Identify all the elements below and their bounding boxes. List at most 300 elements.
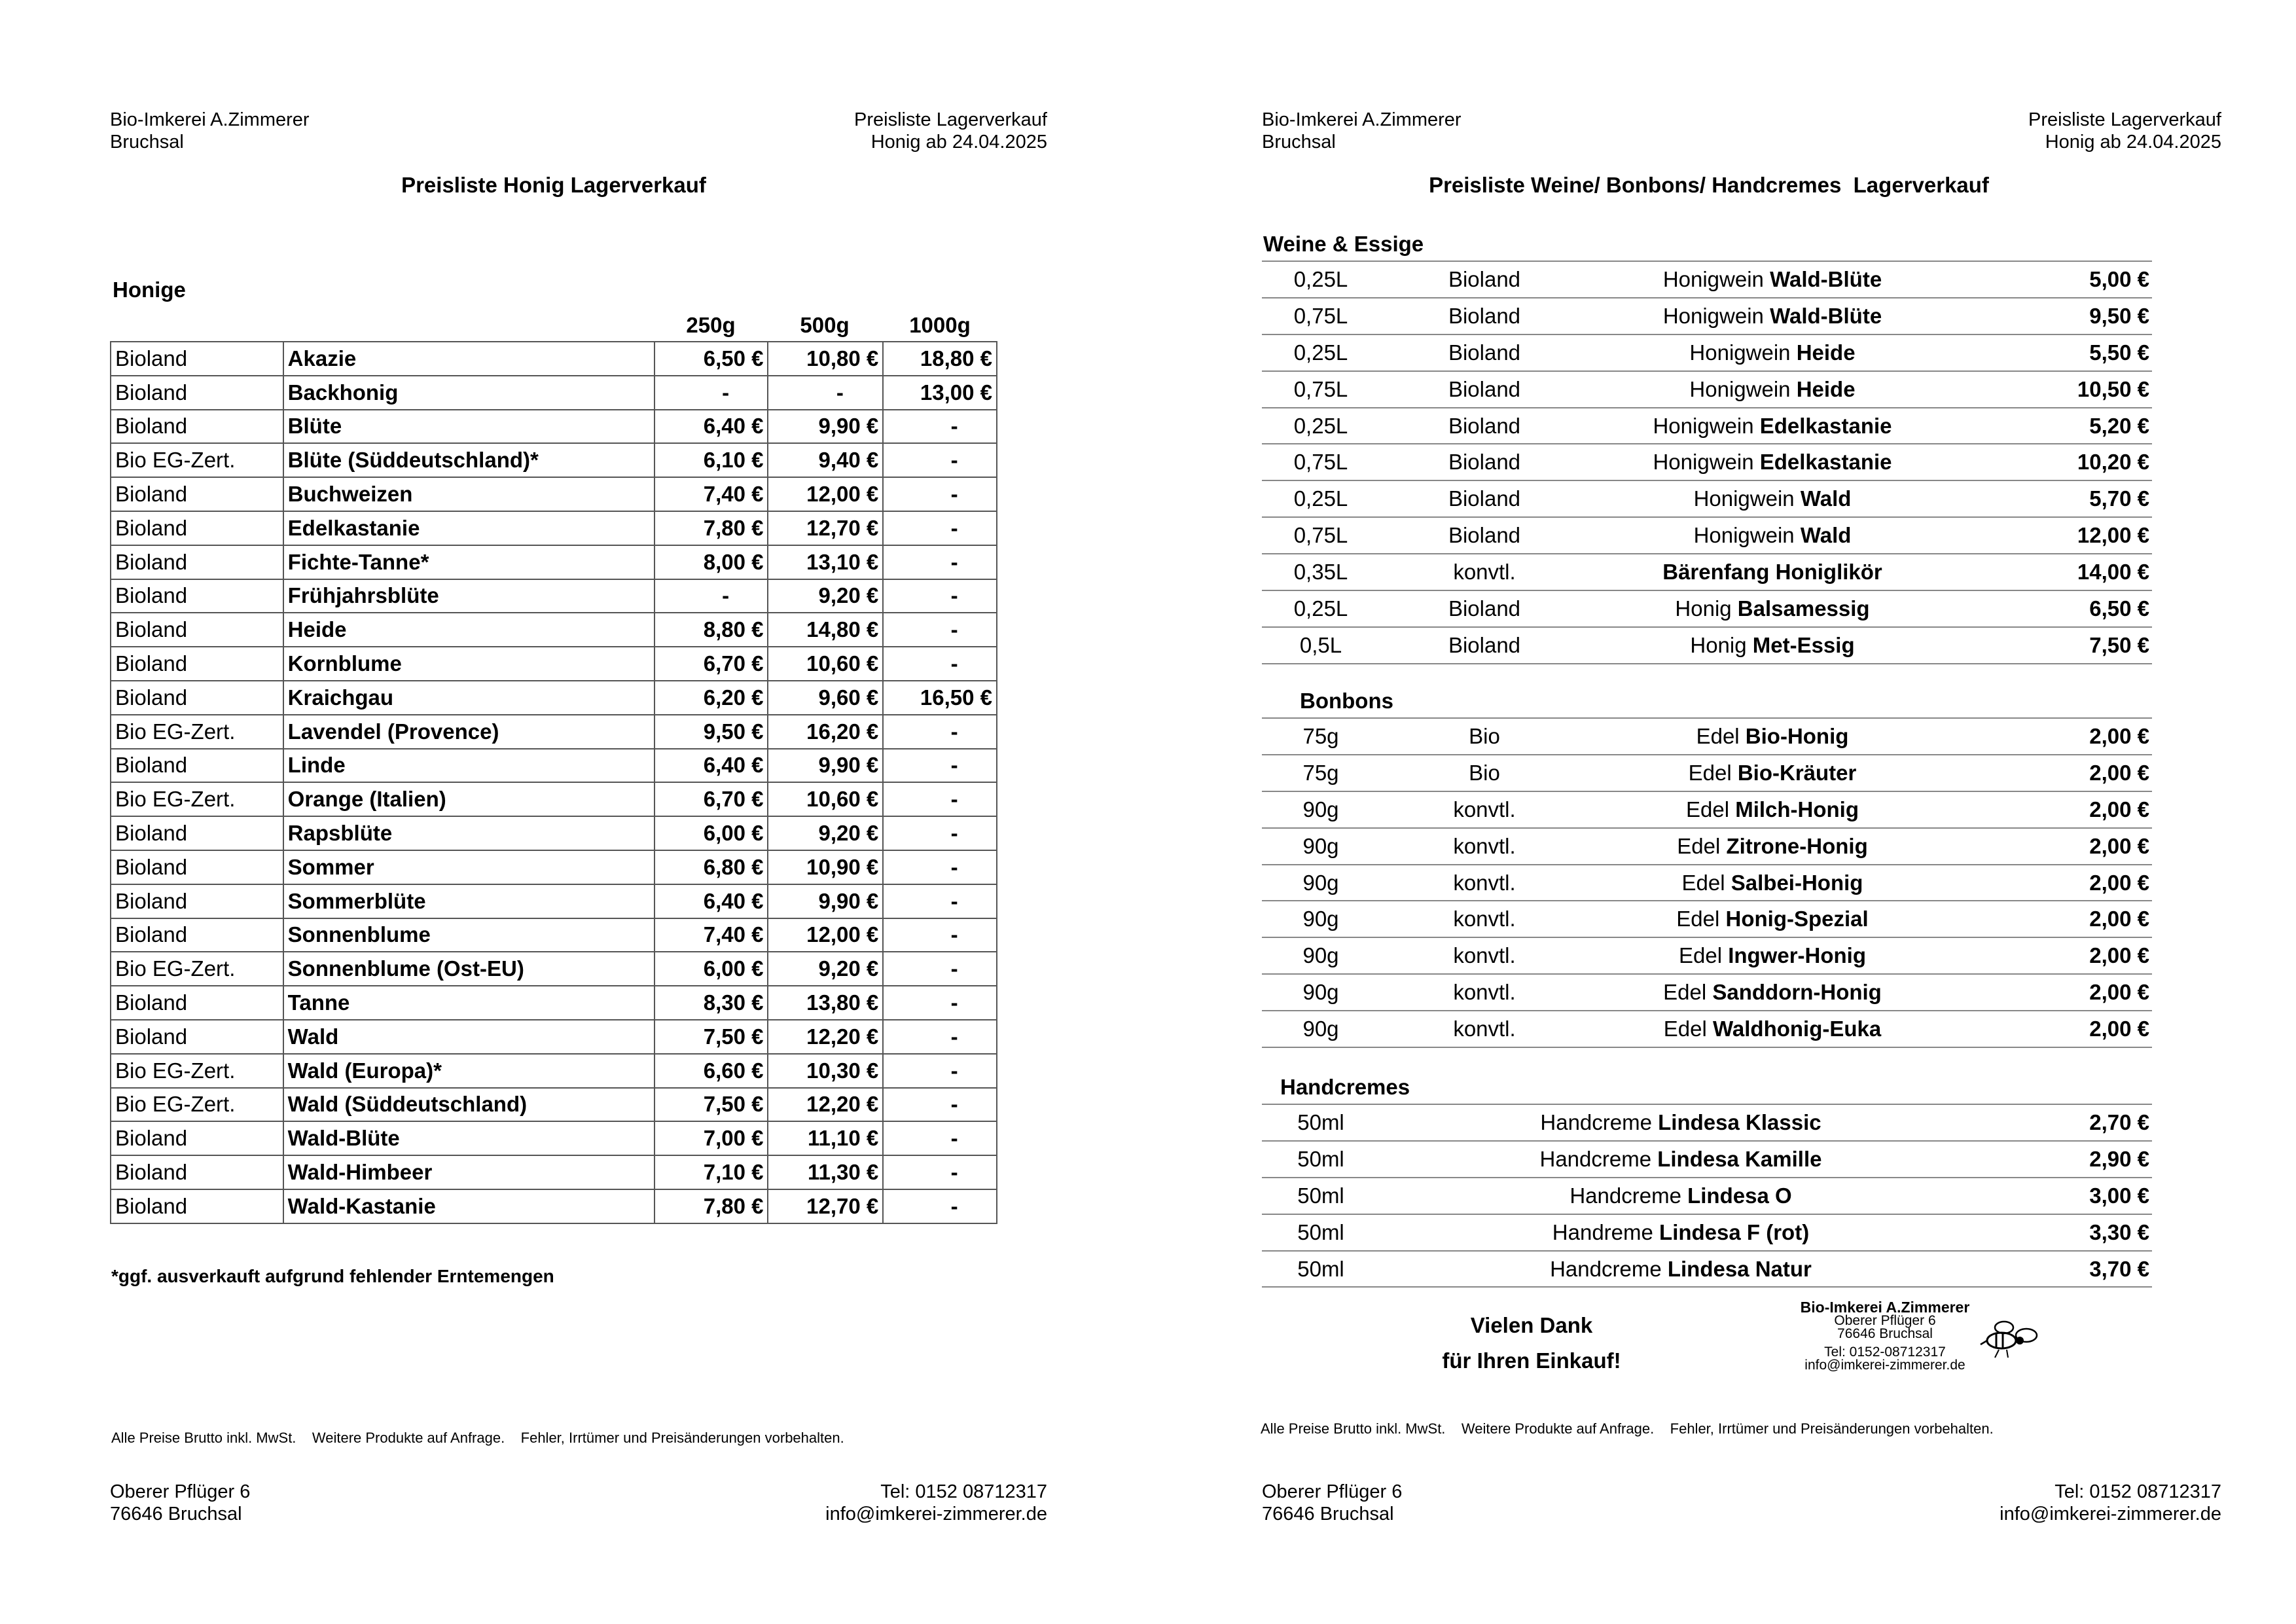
price-label: 2,00 € xyxy=(2089,907,2149,931)
table-row xyxy=(111,850,997,884)
product-variant: Milch-Honig xyxy=(1735,797,1859,821)
product-name xyxy=(1576,450,1969,475)
price-label: 12,00 € xyxy=(2077,523,2149,548)
table-row xyxy=(111,1054,997,1088)
list-name: Preisliste Lagerverkauf xyxy=(2028,109,2221,130)
table-row xyxy=(111,884,997,918)
price-500g-cell: 16,20 € xyxy=(768,715,883,749)
certification-label: Bioland xyxy=(1448,632,1521,657)
price-250g-cell: 6,20 € xyxy=(655,681,768,715)
size-label: 0,75L xyxy=(1293,450,1348,475)
product-cell: Sommerblüte xyxy=(283,884,655,918)
product-prefix: Honigwein xyxy=(1693,486,1801,511)
quality-cell: Bioland xyxy=(111,477,283,511)
table-row xyxy=(111,1121,997,1155)
price-label: 2,00 € xyxy=(2089,943,2149,968)
table-row xyxy=(111,952,997,986)
quality-cell: Bioland xyxy=(111,986,283,1020)
handcreme-price-list xyxy=(1262,1105,2152,1288)
product-cell: Akazie xyxy=(283,342,655,376)
product-prefix: Honigwein xyxy=(1693,523,1801,548)
product-prefix: Edel xyxy=(1663,980,1713,1005)
company-logo xyxy=(1767,1299,2042,1384)
product-prefix: Honig xyxy=(1675,596,1738,621)
product-name xyxy=(1576,834,1969,859)
product-name xyxy=(1576,633,1969,658)
company-name: Bio-Imkerei A.Zimmerer xyxy=(110,109,310,130)
table-row xyxy=(111,1020,997,1054)
product-cell: Linde xyxy=(283,749,655,783)
product-variant: Salbei-Honig xyxy=(1731,870,1863,895)
product-variant: Lindesa Kamille xyxy=(1657,1146,1822,1171)
product-name xyxy=(1576,724,1969,749)
honey-price-table xyxy=(110,341,997,1224)
table-row xyxy=(111,681,997,715)
size-label: 0,25L xyxy=(1293,486,1348,511)
price-1000g-cell: 18,80 € xyxy=(883,342,997,376)
certification-label: konvtl. xyxy=(1453,907,1516,931)
price-250g-cell: 7,00 € xyxy=(655,1121,768,1155)
logo-address xyxy=(1767,1314,2003,1341)
price-250g-cell: 6,00 € xyxy=(655,952,768,986)
size-label: 50ml xyxy=(1297,1219,1344,1244)
size-label: 75g xyxy=(1302,760,1339,785)
price-250g-cell: 8,80 € xyxy=(655,613,768,647)
table-row xyxy=(111,511,997,545)
price-1000g-cell: - xyxy=(883,1020,997,1054)
table-row xyxy=(111,579,997,613)
price-250g-cell: 8,00 € xyxy=(655,545,768,579)
product-prefix: Honigwein xyxy=(1662,303,1770,328)
product-prefix: Edel xyxy=(1678,943,1729,968)
list-item xyxy=(1262,829,2152,865)
table-row xyxy=(111,613,997,647)
table-row xyxy=(111,715,997,749)
quality-cell: Bioland xyxy=(111,545,283,579)
product-cell: Fichte-Tanne* xyxy=(283,545,655,579)
price-250g-cell: 6,70 € xyxy=(655,782,768,816)
price-250g-cell: 7,40 € xyxy=(655,477,768,511)
price-250g-cell: 6,70 € xyxy=(655,647,768,681)
size-label: 75g xyxy=(1302,724,1339,748)
certification-label: Bio xyxy=(1469,760,1500,785)
quality-cell: Bioland xyxy=(111,1121,283,1155)
product-prefix: Handcreme xyxy=(1540,1110,1659,1134)
size-label: 90g xyxy=(1302,980,1339,1005)
footer-contact xyxy=(825,1481,1047,1525)
price-500g-cell: 9,40 € xyxy=(768,443,883,477)
product-cell: Buchweizen xyxy=(283,477,655,511)
price-500g-cell: 12,20 € xyxy=(768,1020,883,1054)
product-variant: Edelkastanie xyxy=(1759,413,1892,438)
page-title: Preisliste Weine/ Bonbons/ Handcremes Lagerverkauf xyxy=(1429,173,1989,197)
product-name xyxy=(1576,560,1969,585)
product-cell: Blüte xyxy=(283,410,655,444)
bonbon-price-list xyxy=(1262,719,2152,1048)
price-1000g-cell: - xyxy=(883,1121,997,1155)
price-label: 3,00 € xyxy=(2089,1183,2149,1208)
price-1000g-cell: - xyxy=(883,1054,997,1088)
price-1000g-cell: - xyxy=(883,782,997,816)
price-250g-cell: 6,50 € xyxy=(655,342,768,376)
price-1000g-cell: - xyxy=(883,1189,997,1223)
certification-label: Bioland xyxy=(1448,376,1521,401)
product-name xyxy=(1576,304,1969,329)
list-item xyxy=(1262,755,2152,792)
product-prefix: Honigwein xyxy=(1689,376,1797,401)
product-name xyxy=(1393,1220,1969,1245)
price-1000g-cell: - xyxy=(883,1088,997,1122)
product-variant: Lindesa Klassic xyxy=(1658,1110,1821,1134)
thank-you-line-1: Vielen Dank xyxy=(1470,1313,1593,1337)
quality-cell: Bioland xyxy=(111,816,283,850)
footer-city: 76646 Bruchsal xyxy=(110,1504,242,1525)
footer-phone: Tel: 0152 08712317 xyxy=(2054,1481,2221,1502)
price-250g-cell: 6,40 € xyxy=(655,749,768,783)
quality-cell: Bio EG-Zert. xyxy=(111,715,283,749)
list-item xyxy=(1262,444,2152,481)
price-label: 10,50 € xyxy=(2077,376,2149,401)
price-1000g-cell: - xyxy=(883,918,997,952)
product-variant: Edelkastanie xyxy=(1759,450,1892,475)
product-name xyxy=(1576,267,1969,292)
product-prefix: Handcreme xyxy=(1550,1256,1668,1281)
price-1000g-cell: - xyxy=(883,749,997,783)
price-500g-cell: 9,20 € xyxy=(768,579,883,613)
price-1000g-cell: - xyxy=(883,511,997,545)
product-variant: Bio-Honig xyxy=(1745,724,1849,748)
price-1000g-cell: - xyxy=(883,816,997,850)
list-item xyxy=(1262,262,2152,298)
product-cell: Edelkastanie xyxy=(283,511,655,545)
table-row xyxy=(111,816,997,850)
price-250g-cell: 7,40 € xyxy=(655,918,768,952)
list-item xyxy=(1262,628,2152,664)
product-prefix: Honigwein xyxy=(1689,340,1797,365)
size-label: 50ml xyxy=(1297,1256,1344,1281)
column-header-1000g: 1000g xyxy=(909,313,971,337)
price-500g-cell: 12,70 € xyxy=(768,1189,883,1223)
size-label: 0,25L xyxy=(1293,413,1348,438)
product-cell: Wald (Süddeutschland) xyxy=(283,1088,655,1122)
product-prefix: Edel xyxy=(1685,797,1736,821)
product-prefix: Edel xyxy=(1677,833,1727,858)
quality-cell: Bioland xyxy=(111,681,283,715)
product-prefix: Edel xyxy=(1688,760,1738,785)
price-250g-cell: 6,10 € xyxy=(655,443,768,477)
list-item xyxy=(1262,1105,2152,1142)
price-500g-cell: - xyxy=(768,376,883,410)
price-250g-cell: 7,50 € xyxy=(655,1020,768,1054)
product-cell: Wald (Europa)* xyxy=(283,1054,655,1088)
product-name xyxy=(1393,1110,1969,1135)
price-1000g-cell: - xyxy=(883,410,997,444)
product-name xyxy=(1393,1257,1969,1282)
certification-label: Bioland xyxy=(1448,340,1521,365)
product-name xyxy=(1393,1183,1969,1208)
table-row xyxy=(111,918,997,952)
certification-label: Bioland xyxy=(1448,303,1521,328)
product-cell: Wald xyxy=(283,1020,655,1054)
logo-city: 76646 Bruchsal xyxy=(1837,1326,1933,1341)
quality-cell: Bioland xyxy=(111,511,283,545)
certification-label: konvtl. xyxy=(1453,980,1516,1005)
section-title-honige: Honige xyxy=(113,278,186,302)
product-prefix: Honigwein xyxy=(1653,413,1760,438)
price-label: 3,30 € xyxy=(2089,1219,2149,1244)
price-500g-cell: 10,60 € xyxy=(768,647,883,681)
product-cell: Wald-Blüte xyxy=(283,1121,655,1155)
product-cell: Sonnenblume xyxy=(283,918,655,952)
product-cell: Wald-Himbeer xyxy=(283,1155,655,1189)
price-label: 6,50 € xyxy=(2089,596,2149,621)
size-label: 0,75L xyxy=(1293,303,1348,328)
size-label: 50ml xyxy=(1297,1110,1344,1134)
column-header-250g: 250g xyxy=(686,313,736,337)
product-name xyxy=(1576,596,1969,621)
product-name xyxy=(1576,761,1969,785)
quality-cell: Bioland xyxy=(111,342,283,376)
price-1000g-cell: 13,00 € xyxy=(883,376,997,410)
price-500g-cell: 11,30 € xyxy=(768,1155,883,1189)
product-variant: Wald xyxy=(1800,486,1852,511)
quality-cell: Bioland xyxy=(111,918,283,952)
quality-cell: Bioland xyxy=(111,579,283,613)
logo-company-name: Bio-Imkerei A.Zimmerer xyxy=(1800,1299,1970,1316)
disclaimer: Alle Preise Brutto inkl. MwSt. Weitere Produkte auf Anfrage. Fehler, Irrtümer und Preisänderungen vorbehalten. xyxy=(1261,1420,1994,1437)
footnote: *ggf. ausverkauft aufgrund fehlender Erntemengen xyxy=(111,1266,554,1286)
footer-address xyxy=(110,1481,250,1525)
table-row xyxy=(111,342,997,376)
price-500g-cell: 11,10 € xyxy=(768,1121,883,1155)
certification-label: Bioland xyxy=(1448,267,1521,291)
price-label: 7,50 € xyxy=(2089,632,2149,657)
price-500g-cell: 9,60 € xyxy=(768,681,883,715)
table-row xyxy=(111,1189,997,1223)
price-1000g-cell: - xyxy=(883,647,997,681)
quality-cell: Bioland xyxy=(111,749,283,783)
logo-phone: Tel: 0152-08712317 xyxy=(1824,1344,1946,1360)
price-1000g-cell: - xyxy=(883,1155,997,1189)
size-label: 90g xyxy=(1302,870,1339,895)
product-cell: Wald-Kastanie xyxy=(283,1189,655,1223)
product-cell: Lavendel (Provence) xyxy=(283,715,655,749)
quality-cell: Bio EG-Zert. xyxy=(111,952,283,986)
price-label: 3,70 € xyxy=(2089,1256,2149,1281)
list-item xyxy=(1262,1215,2152,1252)
table-row xyxy=(111,545,997,579)
price-250g-cell: 7,50 € xyxy=(655,1088,768,1122)
product-cell: Kraichgau xyxy=(283,681,655,715)
list-item xyxy=(1262,1252,2152,1288)
size-label: 0,5L xyxy=(1299,632,1342,657)
footer-email: info@imkerei-zimmerer.de xyxy=(2000,1504,2221,1525)
price-label: 2,00 € xyxy=(2089,870,2149,895)
product-cell: Blüte (Süddeutschland)* xyxy=(283,443,655,477)
product-name xyxy=(1576,797,1969,822)
footer-phone: Tel: 0152 08712317 xyxy=(880,1481,1047,1502)
table-row xyxy=(111,782,997,816)
product-cell: Rapsblüte xyxy=(283,816,655,850)
section-title-handcremes: Handcremes xyxy=(1280,1075,1410,1099)
product-prefix: Edel xyxy=(1676,907,1726,931)
product-prefix: Edel xyxy=(1696,724,1746,748)
size-label: 0,25L xyxy=(1293,596,1348,621)
product-name xyxy=(1576,1017,1969,1041)
size-label: 90g xyxy=(1302,943,1339,968)
product-name xyxy=(1576,340,1969,365)
certification-label: konvtl. xyxy=(1453,560,1516,585)
price-500g-cell: 10,60 € xyxy=(768,782,883,816)
certification-label: Bioland xyxy=(1448,486,1521,511)
price-label: 2,70 € xyxy=(2089,1110,2149,1134)
certification-label: konvtl. xyxy=(1453,1017,1516,1041)
table-row xyxy=(111,749,997,783)
list-item xyxy=(1262,865,2152,902)
price-500g-cell: 10,30 € xyxy=(768,1054,883,1088)
product-variant: Met-Essig xyxy=(1752,632,1855,657)
price-250g-cell: 6,80 € xyxy=(655,850,768,884)
quality-cell: Bioland xyxy=(111,376,283,410)
price-500g-cell: 12,70 € xyxy=(768,511,883,545)
size-label: 50ml xyxy=(1297,1183,1344,1208)
header-list-info xyxy=(2028,109,2221,153)
price-label: 5,50 € xyxy=(2089,340,2149,365)
list-item xyxy=(1262,975,2152,1011)
price-label: 2,00 € xyxy=(2089,724,2149,748)
product-variant: Wald-Blüte xyxy=(1770,267,1882,291)
list-item xyxy=(1262,1178,2152,1215)
product-prefix: Handcreme xyxy=(1570,1183,1688,1208)
product-cell: Frühjahrsblüte xyxy=(283,579,655,613)
size-label: 50ml xyxy=(1297,1146,1344,1171)
size-label: 0,75L xyxy=(1293,523,1348,548)
footer-contact xyxy=(2000,1481,2221,1525)
page-title: Preisliste Honig Lagerverkauf xyxy=(401,173,706,197)
price-500g-cell: 12,20 € xyxy=(768,1088,883,1122)
quality-cell: Bioland xyxy=(111,1020,283,1054)
table-row xyxy=(111,1088,997,1122)
price-250g-cell: 7,80 € xyxy=(655,1189,768,1223)
list-item xyxy=(1262,481,2152,518)
quality-cell: Bioland xyxy=(111,613,283,647)
price-500g-cell: 12,00 € xyxy=(768,477,883,511)
size-label: 90g xyxy=(1302,907,1339,931)
list-item xyxy=(1262,591,2152,628)
price-label: 14,00 € xyxy=(2077,560,2149,585)
price-250g-cell: 6,60 € xyxy=(655,1054,768,1088)
certification-label: Bioland xyxy=(1448,413,1521,438)
product-name xyxy=(1576,486,1969,511)
list-item xyxy=(1262,372,2152,408)
price-500g-cell: 9,90 € xyxy=(768,884,883,918)
price-500g-cell: 9,90 € xyxy=(768,410,883,444)
list-item xyxy=(1262,1011,2152,1048)
table-row xyxy=(111,410,997,444)
company-city: Bruchsal xyxy=(1262,132,1336,153)
price-label: 5,20 € xyxy=(2089,413,2149,438)
price-250g-cell: 7,10 € xyxy=(655,1155,768,1189)
list-item xyxy=(1262,1142,2152,1178)
price-1000g-cell: - xyxy=(883,443,997,477)
certification-label: konvtl. xyxy=(1453,797,1516,821)
product-prefix: Honig xyxy=(1690,632,1753,657)
list-item xyxy=(1262,554,2152,591)
price-1000g-cell: - xyxy=(883,477,997,511)
price-250g-cell: 7,80 € xyxy=(655,511,768,545)
header-company xyxy=(110,109,310,153)
list-date: Honig ab 24.04.2025 xyxy=(2045,132,2221,153)
table-row xyxy=(111,443,997,477)
product-cell: Backhonig xyxy=(283,376,655,410)
quality-cell: Bio EG-Zert. xyxy=(111,782,283,816)
table-row xyxy=(111,986,997,1020)
price-1000g-cell: - xyxy=(883,545,997,579)
price-500g-cell: 9,20 € xyxy=(768,816,883,850)
list-name: Preisliste Lagerverkauf xyxy=(854,109,1047,130)
certification-label: konvtl. xyxy=(1453,870,1516,895)
product-variant: Lindesa F (rot) xyxy=(1659,1219,1810,1244)
price-label: 2,00 € xyxy=(2089,833,2149,858)
product-variant: Zitrone-Honig xyxy=(1726,833,1868,858)
price-250g-cell: 6,00 € xyxy=(655,816,768,850)
logo-street: Oberer Pflüger 6 xyxy=(1834,1313,1936,1328)
size-label: 90g xyxy=(1302,833,1339,858)
wine-price-list xyxy=(1262,262,2152,664)
price-1000g-cell: - xyxy=(883,884,997,918)
product-variant: Sanddorn-Honig xyxy=(1712,980,1882,1005)
price-500g-cell: 10,80 € xyxy=(768,342,883,376)
footer-city: 76646 Bruchsal xyxy=(1262,1504,1394,1525)
product-cell: Orange (Italien) xyxy=(283,782,655,816)
product-cell: Kornblume xyxy=(283,647,655,681)
size-label: 0,35L xyxy=(1293,560,1348,585)
table-row xyxy=(111,647,997,681)
product-prefix: Honigwein xyxy=(1662,267,1770,291)
quality-cell: Bioland xyxy=(111,884,283,918)
product-variant: Bio-Kräuter xyxy=(1737,760,1857,785)
price-250g-cell: 6,40 € xyxy=(655,410,768,444)
table-row xyxy=(111,477,997,511)
logo-email: info@imkerei-zimmerer.de xyxy=(1804,1358,1965,1373)
price-label: 9,50 € xyxy=(2089,303,2149,328)
price-1000g-cell: - xyxy=(883,986,997,1020)
list-item xyxy=(1262,901,2152,938)
list-item xyxy=(1262,938,2152,975)
product-variant: Bärenfang Honiglikör xyxy=(1662,560,1882,585)
price-1000g-cell: - xyxy=(883,952,997,986)
product-prefix: Handreme xyxy=(1552,1219,1660,1244)
product-cell: Sommer xyxy=(283,850,655,884)
section-title-weine: Weine & Essige xyxy=(1263,232,1424,256)
certification-label: Bio xyxy=(1469,724,1500,748)
footer-street: Oberer Pflüger 6 xyxy=(110,1481,251,1502)
list-item xyxy=(1262,719,2152,755)
product-variant: Wald-Blüte xyxy=(1770,303,1882,328)
quality-cell: Bioland xyxy=(111,1155,283,1189)
product-name xyxy=(1393,1147,1969,1172)
product-name xyxy=(1576,414,1969,439)
certification-label: Bioland xyxy=(1448,523,1521,548)
header-list-info xyxy=(854,109,1047,153)
list-item xyxy=(1262,335,2152,372)
quality-cell: Bio EG-Zert. xyxy=(111,1088,283,1122)
certification-label: konvtl. xyxy=(1453,833,1516,858)
product-name xyxy=(1576,943,1969,968)
size-label: 90g xyxy=(1302,1017,1339,1041)
thank-you-line-2: für Ihren Einkauf! xyxy=(1442,1348,1621,1373)
company-city: Bruchsal xyxy=(110,132,184,153)
